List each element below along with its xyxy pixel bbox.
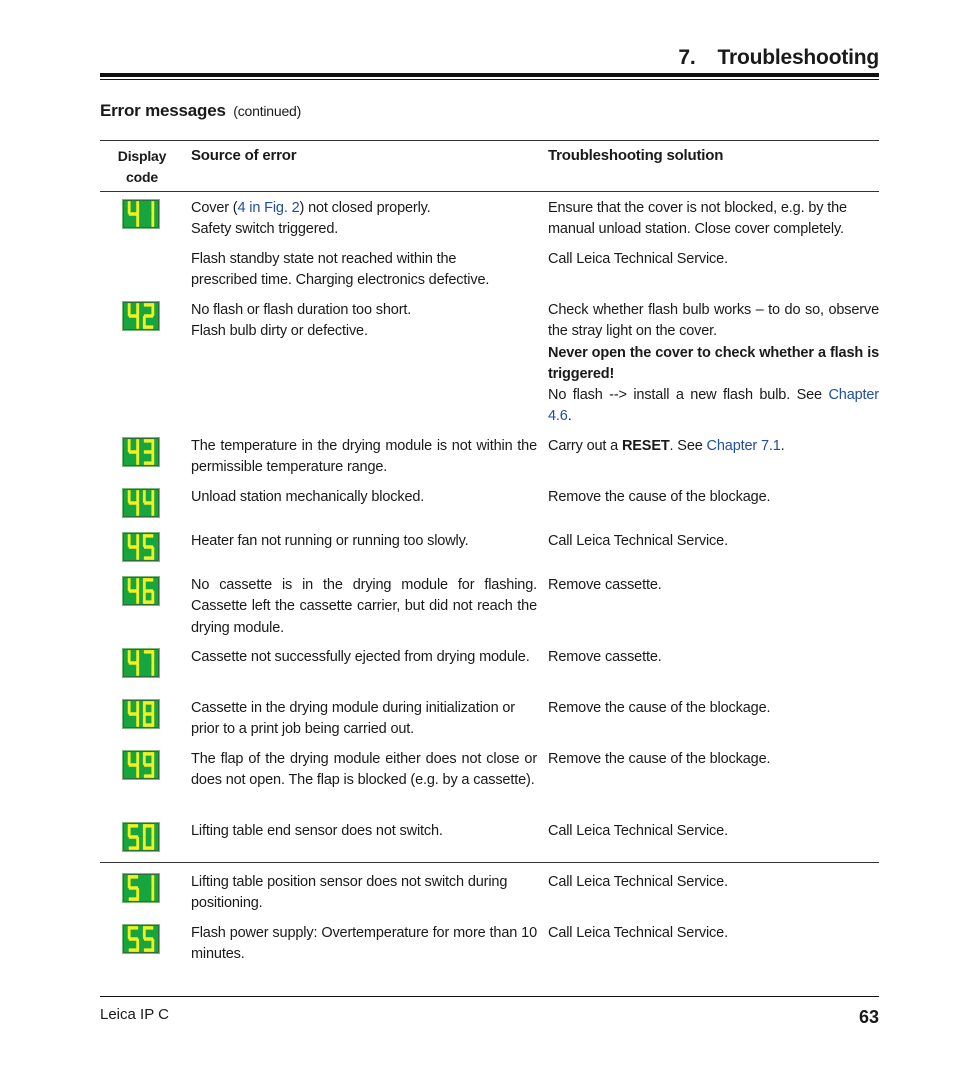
table-group-rule <box>100 862 879 863</box>
section-title-sub: (continued) <box>233 103 302 119</box>
solution-cell: Remove the cause of the blockage. <box>548 700 771 716</box>
seven-segment-digits <box>123 489 159 517</box>
section-title <box>100 101 301 121</box>
seven-segment-digits <box>123 200 159 228</box>
page-number: 63 <box>858 1007 879 1027</box>
solution-text: . <box>567 408 572 425</box>
source-cell: Flash standby state not reached within the prescribed time. Charging electronics defective. <box>191 251 490 289</box>
solution-cell: Remove the cause of the blockage. <box>548 751 771 767</box>
source-cell: Lifting table position sensor does not switch during positioning. <box>191 874 508 912</box>
seven-segment-digits <box>123 823 159 851</box>
source-cell: The temperature in the drying module is not within the permissible temperature range. <box>191 438 537 476</box>
display-code-lcd <box>122 822 160 852</box>
display-code-lcd <box>122 532 160 562</box>
column-header-display-code <box>108 146 176 188</box>
solution-text: . <box>780 438 785 454</box>
solution-cell: Call Leica Technical Service. <box>548 251 728 267</box>
seven-segment-digits <box>123 649 159 677</box>
source-text: Cover ( <box>191 200 238 216</box>
warning-text: Never open the cover to check whether a flash is triggered! <box>548 344 879 382</box>
chapter-number: 7. <box>678 46 696 69</box>
reset-keyword: RESET <box>621 438 670 454</box>
section-title-main: Error messages <box>100 101 226 120</box>
chapter-title <box>678 46 879 70</box>
solution-cell <box>548 300 879 428</box>
solution-cell: Call Leica Technical Service. <box>548 823 728 839</box>
source-cell: Heater fan not running or running too slowly. <box>191 533 469 549</box>
seven-segment-digits <box>123 533 159 561</box>
source-cell: Lifting table end sensor does not switch. <box>191 823 443 839</box>
display-code-lcd <box>122 750 160 780</box>
source-cell: The flap of the drying module either does not close or does not open. The flap is blocked (e.g. by a cassette). <box>191 751 537 789</box>
solution-cell: Call Leica Technical Service. <box>548 533 728 549</box>
solution-text: Check whether flash bulb works – to do so, observe the stray light on the cover. <box>548 302 879 340</box>
figure-link[interactable]: 4 in Fig. 2 <box>237 200 300 216</box>
seven-segment-digits <box>123 438 159 466</box>
source-cell: Flash power supply: Overtemperature for more than 10 minutes. <box>191 925 537 963</box>
display-code-lcd <box>122 924 160 954</box>
chapter-link[interactable]: Chapter 4.6 <box>548 387 879 425</box>
solution-text: No flash --> install a new flash bulb. See <box>548 387 829 404</box>
solution-text: Carry out a <box>548 438 622 454</box>
column-header-display-line2: code <box>126 169 158 185</box>
chapter-link[interactable]: Chapter 7.1 <box>706 438 781 454</box>
display-code-lcd <box>122 873 160 903</box>
source-cell <box>191 300 537 343</box>
footer-rule <box>100 996 879 997</box>
solution-cell: Remove cassette. <box>548 577 662 593</box>
footer-product-name: Leica IP C <box>100 1006 169 1023</box>
header-rule-thick <box>100 73 879 77</box>
solution-cell: Call Leica Technical Service. <box>548 925 728 941</box>
seven-segment-digits <box>123 874 159 902</box>
source-cell: Cassette in the drying module during initialization or prior to a print job being carried out. <box>191 700 515 738</box>
column-header-source: Source of error <box>191 147 297 164</box>
source-cell: Cassette not successfully ejected from drying module. <box>191 649 530 665</box>
table-header-rule <box>100 191 879 192</box>
source-text: ) not closed properly. <box>299 200 431 216</box>
solution-cell: Remove cassette. <box>548 649 662 665</box>
seven-segment-digits <box>123 577 159 605</box>
display-code-lcd <box>122 699 160 729</box>
header-rule-thin <box>100 79 879 80</box>
seven-segment-digits <box>123 925 159 953</box>
source-cell: No cassette is in the drying module for flashing. Cassette left the cassette carrier, but did not reach the drying module. <box>191 577 537 636</box>
table-top-rule <box>100 140 879 141</box>
source-cell: Unload station mechanically blocked. <box>191 489 425 505</box>
source-text: Safety switch triggered. <box>191 221 339 238</box>
solution-cell: Call Leica Technical Service. <box>548 874 728 890</box>
display-code-lcd <box>122 301 160 331</box>
solution-cell: Ensure that the cover is not blocked, e.g. by the manual unload station. Close cover completely. <box>548 200 847 238</box>
solution-text: . See <box>669 438 707 454</box>
display-code-lcd <box>122 648 160 678</box>
column-header-solution: Troubleshooting solution <box>548 147 724 164</box>
solution-cell <box>548 436 879 457</box>
display-code-lcd <box>122 199 160 229</box>
solution-cell: Remove the cause of the blockage. <box>548 489 771 505</box>
seven-segment-digits <box>123 700 159 728</box>
display-code-lcd <box>122 488 160 518</box>
source-cell <box>191 198 537 241</box>
seven-segment-digits <box>123 751 159 779</box>
column-header-display-line1: Display <box>117 148 167 164</box>
source-text: No flash or flash duration too short. <box>191 302 412 318</box>
display-code-lcd <box>122 437 160 467</box>
display-code-lcd <box>122 576 160 606</box>
seven-segment-digits <box>123 302 159 330</box>
manual-page <box>100 0 879 1080</box>
chapter-name: Troubleshooting <box>717 46 879 69</box>
source-text: Flash bulb dirty or defective. <box>191 323 368 340</box>
